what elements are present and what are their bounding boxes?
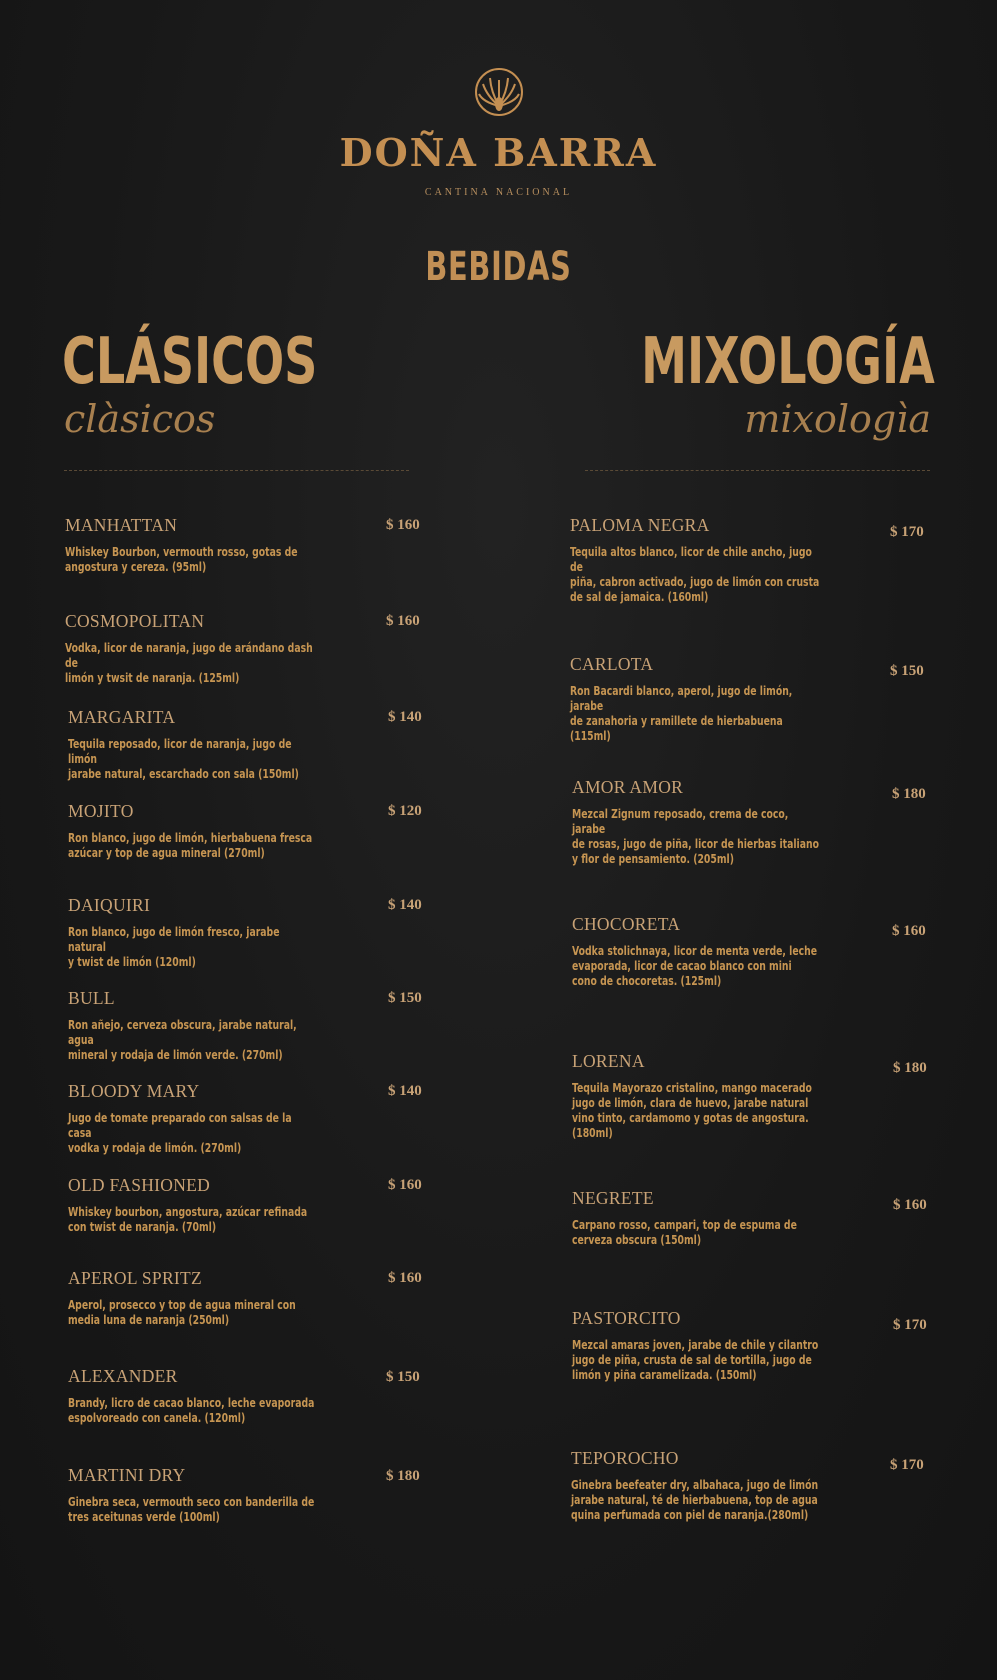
item-description: Aperol, prosecco y top de agua mineral con media luna de naranja (250ml)	[68, 1298, 296, 1327]
item-description: Mezcal Zignum reposado, crema de coco, jarabe de rosas, jugo de piña, licor de hierbas italiano y flor de pensamiento. (205ml)	[572, 807, 819, 866]
item-price: $ 150	[386, 1369, 420, 1385]
menu-item	[68, 707, 428, 782]
item-description: Tequila altos blanco, licor de chile ancho, jugo de piña, cabron activado, jugo de limón con crusta de sal de jamaica. (160ml)	[570, 545, 820, 604]
item-price: $ 120	[388, 803, 422, 819]
item-name: ALEXANDER	[68, 1366, 178, 1386]
menu-item	[65, 611, 425, 686]
menu-item	[68, 1175, 428, 1235]
item-description: Jugo de tomate preparado con salsas de la casa vodka y rodaja de limón. (270ml)	[68, 1111, 292, 1155]
category-script-mixologia: mixologìa	[744, 397, 931, 441]
item-description: Ron blanco, jugo de limón, hierbabuena fresca azúcar y top de agua mineral (270ml)	[68, 831, 313, 860]
item-price: $ 150	[890, 663, 924, 679]
menu-item	[571, 1448, 931, 1523]
item-price: $ 150	[388, 990, 422, 1006]
item-name: DAIQUIRI	[68, 895, 151, 915]
menu-item	[68, 988, 428, 1063]
menu-item	[68, 801, 428, 861]
item-price: $ 160	[388, 1177, 422, 1193]
menu-item	[68, 1081, 428, 1156]
item-description: Ron blanco, jugo de limón fresco, jarabe natural y twist de limón (120ml)	[68, 925, 280, 969]
item-name: MOJITO	[68, 801, 134, 821]
item-name: BLOODY MARY	[68, 1081, 200, 1101]
item-name: NEGRETE	[572, 1188, 654, 1208]
item-name: COSMOPOLITAN	[65, 611, 205, 631]
menu-item	[68, 1268, 428, 1328]
category-script-clasicos: clàsicos	[64, 397, 216, 441]
item-description: Brandy, licro de cacao blanco, leche evaporada espolvoreado con canela. (120ml)	[68, 1396, 315, 1425]
item-name: MARTINI DRY	[68, 1465, 186, 1485]
item-name: PALOMA NEGRA	[570, 515, 710, 535]
menu-item	[572, 777, 932, 867]
item-price: $ 170	[890, 1457, 924, 1473]
item-name: OLD FASHIONED	[68, 1175, 211, 1195]
item-name: BULL	[68, 988, 115, 1008]
item-name: MANHATTAN	[65, 515, 178, 535]
item-price: $ 140	[388, 1083, 422, 1099]
item-name: PASTORCITO	[572, 1308, 681, 1328]
item-description: Ron añejo, cerveza obscura, jarabe natural, agua mineral y rodaja de limón verde. (270ml)	[68, 1018, 297, 1062]
item-description: Ron Bacardi blanco, aperol, jugo de limón, jarabe de zanahoria y ramillete de hierbabuena (115ml)	[570, 684, 793, 743]
item-description: Ginebra beefeater dry, albahaca, jugo de limón jarabe natural, té de hierbabuena, top de agua quina perfumada con piel de naranja.(280ml)	[571, 1478, 819, 1522]
item-description: Whiskey Bourbon, vermouth rosso, gotas de angostura y cereza. (95ml)	[65, 545, 298, 574]
item-price: $ 160	[892, 923, 926, 939]
item-price: $ 180	[386, 1468, 420, 1484]
item-description: Mezcal amaras joven, jarabe de chile y cilantro jugo de piña, crusta de sal de tortilla, jugo de limón y piña caramelizada. (150ml)	[572, 1338, 819, 1382]
item-description: Whiskey bourbon, angostura, azúcar refinada con twist de naranja. (70ml)	[68, 1205, 308, 1234]
item-price: $ 170	[890, 524, 924, 540]
item-description: Carpano rosso, campari, top de espuma de cerveza obscura (150ml)	[572, 1218, 797, 1247]
item-price: $ 160	[388, 1270, 422, 1286]
item-name: APEROL SPRITZ	[68, 1268, 203, 1288]
item-price: $ 180	[892, 786, 926, 802]
category-title-clasicos: CLÁSICOS	[62, 325, 318, 399]
item-name: CHOCORETA	[572, 914, 681, 934]
item-price: $ 160	[386, 517, 420, 533]
category-title-mixologia: MIXOLOGÍA	[641, 325, 935, 399]
menu-item	[68, 1465, 428, 1525]
menu-item	[68, 895, 428, 970]
menu-item	[572, 1051, 932, 1141]
divider-left	[64, 470, 409, 471]
item-name: TEPOROCHO	[571, 1448, 679, 1468]
item-description: Vodka, licor de naranja, jugo de arándano dash de limón y twsit de naranja. (125ml)	[65, 641, 313, 685]
menu-item	[572, 1308, 932, 1383]
item-name: LORENA	[572, 1051, 645, 1071]
item-price: $ 180	[893, 1060, 927, 1076]
section-title: BEBIDAS	[425, 244, 572, 290]
item-description: Ginebra seca, vermouth seco con banderilla de tres aceitunas verde (100ml)	[68, 1495, 315, 1524]
item-price: $ 170	[893, 1317, 927, 1333]
item-price: $ 140	[388, 709, 422, 725]
logo	[0, 66, 997, 123]
menu-item	[572, 914, 932, 989]
menu-item	[572, 1188, 932, 1248]
item-price: $ 160	[386, 613, 420, 629]
item-name: AMOR AMOR	[572, 777, 684, 797]
menu-item	[570, 654, 930, 744]
agave-logo-icon	[473, 66, 525, 118]
menu-item	[570, 515, 930, 605]
item-name: MARGARITA	[68, 707, 176, 727]
item-description: Tequila reposado, licor de naranja, jugo de limón jarabe natural, escarchado con sala (150ml)	[68, 737, 299, 781]
menu-item	[68, 1366, 428, 1426]
brand-name: DOÑA BARRA	[339, 130, 658, 175]
brand-subtitle: CANTINA NACIONAL	[424, 187, 573, 198]
item-name: CARLOTA	[570, 654, 654, 674]
item-description: Vodka stolichnaya, licor de menta verde, leche evaporada, licor de cacao blanco con mini cono de chocoretas. (125ml)	[572, 944, 818, 988]
menu-item	[65, 515, 425, 575]
divider-right	[585, 470, 930, 471]
item-price: $ 140	[388, 897, 422, 913]
item-description: Tequila Mayorazo cristalino, mango macerado jugo de limón, clara de huevo, jarabe natural vino tinto, cardamomo y gotas de angostura. (180ml)	[572, 1081, 812, 1140]
item-price: $ 160	[893, 1197, 927, 1213]
